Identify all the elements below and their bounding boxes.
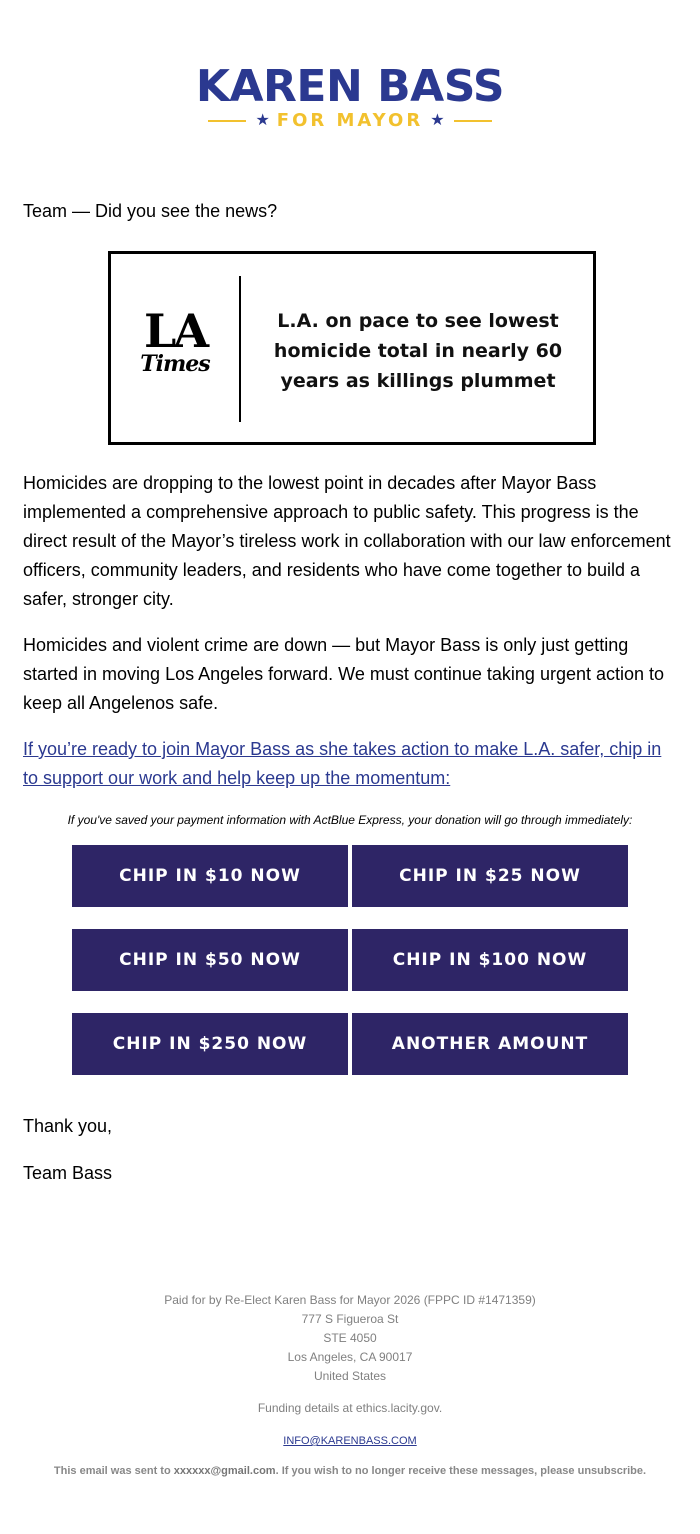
- address-city: Los Angeles, CA 90017: [287, 1350, 413, 1364]
- footer-email-row: [0, 1432, 700, 1451]
- logo-for-mayor: FOR MAYOR: [276, 110, 424, 131]
- paid-for-line: Paid for by Re-Elect Karen Bass for Mayor 2026 (FPPC ID #1471359): [164, 1293, 536, 1307]
- sent-prefix: This email was sent to: [53, 1465, 171, 1477]
- address-line-2: STE 4050: [323, 1331, 377, 1345]
- address-country: United States: [313, 1369, 387, 1383]
- signature: Team Bass: [23, 1163, 113, 1183]
- logo-name: KAREN BASS: [195, 61, 505, 112]
- donate-link[interactable]: If you’re ready to join Mayor Bass as she takes action to make L.A. safer, chip in to support our work and help keep up the momentum:: [23, 739, 662, 788]
- card-divider: [239, 276, 241, 422]
- la-times-logo-small: Times: [140, 351, 210, 377]
- chip-in-100-button[interactable]: CHIP IN $100 NOW: [352, 929, 628, 991]
- address-line-1: 777 S Figueroa St: [301, 1312, 399, 1326]
- campaign-logo: [0, 62, 700, 132]
- greeting: Team — Did you see the news?: [23, 201, 278, 221]
- cta-paragraph: [23, 735, 675, 793]
- contact-email-link[interactable]: INFO@KARENBASS.COM: [283, 1435, 417, 1447]
- signoff: Thank you,: [23, 1116, 113, 1136]
- la-times-logo: [135, 304, 215, 377]
- logo-subtitle: [0, 110, 700, 132]
- chip-in-50-button[interactable]: CHIP IN $50 NOW: [72, 929, 348, 991]
- la-times-logo-big: LA: [143, 304, 207, 358]
- logo-right-rule: [454, 120, 492, 122]
- news-headline-card[interactable]: [108, 251, 596, 445]
- star-icon: ★: [430, 112, 445, 129]
- news-headline: L.A. on pace to see lowest homicide total in nearly 60 years as killings plummet: [273, 310, 563, 392]
- recipient-email: xxxxxx@gmail.com: [173, 1465, 276, 1477]
- funding-details: Funding details at ethics.lacity.gov.: [257, 1401, 443, 1415]
- unsubscribe-notice: [0, 1462, 700, 1481]
- star-icon: ★: [255, 112, 270, 129]
- logo-left-rule: [208, 120, 246, 122]
- actblue-note: If you've saved your payment information with ActBlue Express, your donation will go through immediately:: [67, 813, 633, 827]
- body-paragraph-1: Homicides are dropping to the lowest point in decades after Mayor Bass implemented a comprehensive approach to public safety. This progress is the direct result of the Mayor’s tireless work in collaboration with our law enforcement officers, community leaders, and residents who have come together to build a safer, stronger city.: [23, 473, 671, 609]
- chip-in-25-button[interactable]: CHIP IN $25 NOW: [352, 845, 628, 907]
- footer-address: [0, 1291, 700, 1386]
- chip-in-250-button[interactable]: CHIP IN $250 NOW: [72, 1013, 348, 1075]
- another-amount-button[interactable]: ANOTHER AMOUNT: [352, 1013, 628, 1075]
- sent-suffix[interactable]: . If you wish to no longer receive these messages, please unsubscribe.: [275, 1465, 647, 1477]
- chip-in-10-button[interactable]: CHIP IN $10 NOW: [72, 845, 348, 907]
- body-paragraph-2: Homicides and violent crime are down — but Mayor Bass is only just getting started in moving Los Angeles forward. We must continue taking urgent action to keep all Angelenos safe.: [23, 635, 665, 713]
